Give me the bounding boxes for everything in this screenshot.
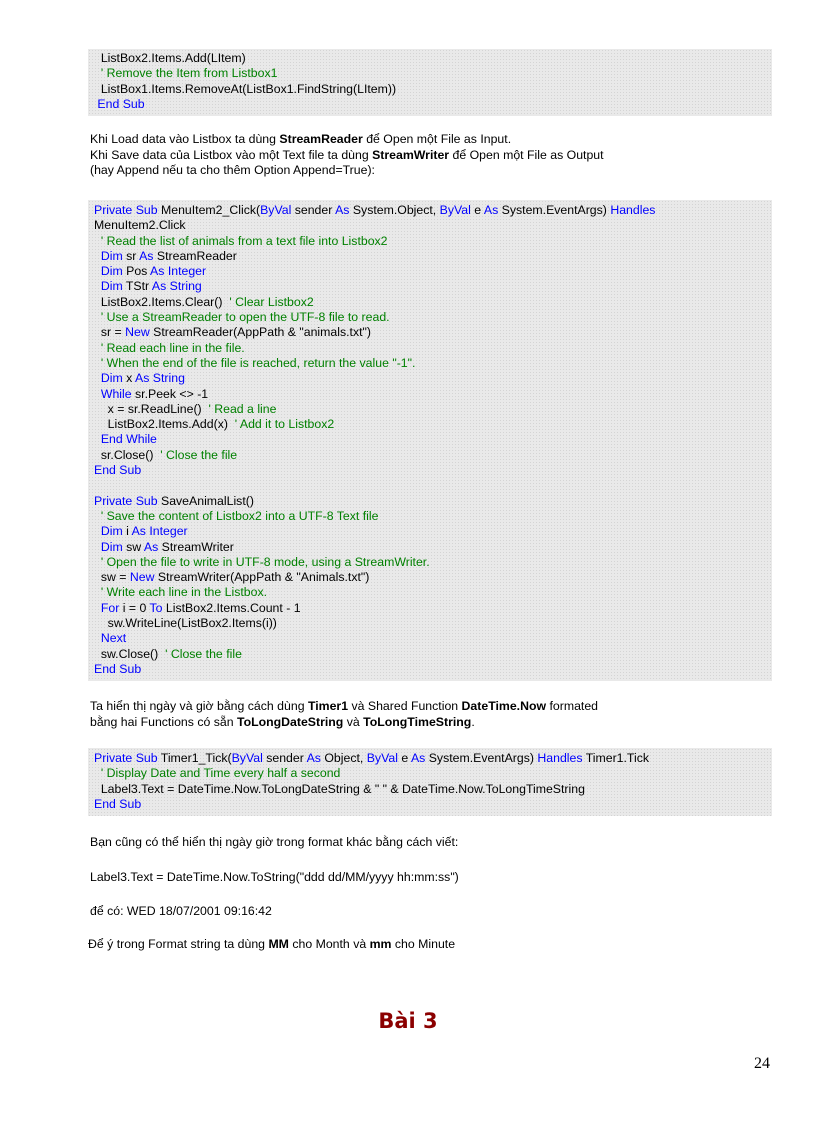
code-keyword: End While: [100, 432, 157, 447]
code-line: [94, 82, 766, 97]
code-keyword: As String: [135, 371, 185, 386]
code-keyword: Dim: [100, 248, 123, 263]
code-text: [94, 524, 101, 538]
code-keyword: New: [129, 570, 155, 585]
paragraph-streamreader: Khi Load data vào Listbox ta dùng StreamReader để Open một File as Input. Khi Save data của Listbox vào một Text file ta dùng StreamWriter để Open một File as Output (hay Append nếu ta cho thêm Option Append=True):: [90, 132, 604, 178]
paragraph-timer: Ta hiển thị ngày và giờ bằng cách dùng Timer1 và Shared Function DateTime.Now formated bằng hai Functions có sẵn ToLongDateString và ToLongTimeString.: [90, 699, 599, 729]
code-text: Pos: [122, 264, 151, 279]
code-text: System.EventArgs): [498, 203, 611, 217]
code-line: [94, 432, 766, 447]
code-text: sw.WriteLine(ListBox2.Items(i)): [94, 616, 277, 631]
code-keyword: End Sub: [97, 96, 145, 111]
code-text: ListBox2.Items.Count - 1: [162, 600, 301, 615]
code-text: sr.Peek <> -1: [131, 386, 209, 401]
code-line: [94, 782, 766, 797]
code-text: [94, 432, 101, 446]
code-keyword: To: [149, 600, 163, 615]
paragraph-format-note: Để ý trong Format string ta dùng MM cho Month và mm cho Minute: [88, 937, 456, 951]
code-text: StreamWriter: [158, 539, 234, 554]
code-keyword: As Integer: [131, 524, 188, 539]
code-text: ListBox1.Items.RemoveAt(ListBox1.FindString(LItem)): [94, 81, 397, 96]
code-comment: ' Add it to Listbox2: [234, 417, 335, 432]
code-keyword: While: [100, 386, 132, 401]
code-block-load-save: [88, 200, 772, 681]
code-text: [94, 356, 101, 370]
code-text: System.Object,: [349, 203, 440, 217]
code-comment: ' Read the list of animals from a text file into Listbox2: [100, 233, 388, 248]
page-number: 24: [754, 1055, 770, 1072]
code-line: [94, 310, 766, 325]
code-text: i: [122, 524, 132, 539]
code-keyword: Dim: [100, 524, 123, 539]
code-text: [94, 631, 101, 645]
code-keyword: Dim: [100, 264, 123, 279]
code-text: [94, 601, 101, 615]
code-text: ListBox2.Items.Add(x): [94, 417, 235, 432]
code-text: [94, 371, 101, 385]
code-line: [94, 51, 766, 66]
code-text: [94, 555, 101, 569]
code-keyword: For: [100, 600, 120, 615]
code-text: sr: [122, 248, 140, 263]
code-keyword: Handles: [610, 203, 656, 217]
code-line: [94, 295, 766, 310]
code-keyword: Handles: [537, 751, 583, 765]
code-comment: ' Read each line in the file.: [100, 340, 245, 355]
code-keyword: Dim: [100, 279, 123, 294]
code-comment: ' When the end of the file is reached, return the value "-1".: [100, 355, 416, 370]
code-line: [94, 616, 766, 631]
code-comment: ' Close the file: [165, 646, 242, 661]
code-line: [94, 631, 766, 646]
code-keyword: Next: [100, 631, 127, 646]
code-comment: ' Clear Listbox2: [229, 294, 314, 309]
code-keyword: Dim: [100, 371, 123, 386]
paragraph-format-result: để có: WED 18/07/2001 09:16:42: [90, 904, 272, 918]
code-line: [94, 647, 766, 662]
code-block-timer-tick: [88, 748, 772, 816]
code-text: Object,: [320, 751, 367, 765]
code-comment: ' Close the file: [160, 447, 238, 462]
code-line: [94, 570, 766, 585]
code-text: sender: [262, 751, 307, 765]
code-line: [94, 218, 766, 233]
code-keyword: Dim: [100, 539, 123, 554]
code-comment: ' Display Date and Time every half a second: [100, 766, 341, 781]
code-comment: ' Save the content of Listbox2 into a UTF-8 Text file: [100, 508, 379, 523]
code-text: sw.Close(): [94, 646, 166, 661]
code-text: sw =: [94, 570, 130, 585]
code-text: ListBox2.Items.Add(LItem): [94, 51, 246, 65]
code-line: [94, 203, 766, 218]
code-keyword: Private Sub: [94, 493, 158, 508]
code-comment: ' Use a StreamReader to open the UTF-8 file to read.: [100, 310, 390, 325]
code-keyword: ByVal: [260, 203, 292, 217]
code-text: Label3.Text = DateTime.Now.ToLongDateString & " " & DateTime.Now.ToLongTimeString: [94, 781, 585, 796]
code-keyword: As: [306, 751, 321, 765]
code-text: StreamReader(AppPath & "animals.txt"): [149, 325, 371, 340]
code-keyword: As: [410, 751, 426, 765]
code-keyword: End Sub: [94, 463, 142, 478]
code-text: [94, 234, 101, 248]
code-line: [94, 97, 766, 112]
code-text: MenuItem2.Click: [94, 218, 186, 233]
code-block-listbox-move: [88, 49, 772, 116]
code-line: [94, 279, 766, 294]
code-text: x: [122, 371, 136, 386]
code-text: [94, 387, 101, 401]
code-line: [94, 234, 766, 249]
code-keyword: Private Sub: [94, 203, 158, 217]
code-text: [94, 249, 101, 263]
code-text: ListBox2.Items.Clear(): [94, 294, 230, 309]
code-line: [94, 402, 766, 417]
code-line: [94, 766, 766, 781]
code-line: [94, 341, 766, 356]
code-line: [94, 387, 766, 402]
paragraph-format-code: Label3.Text = DateTime.Now.ToString("ddd dd/MM/yyyy hh:mm:ss"): [90, 870, 459, 884]
code-line: [94, 601, 766, 616]
code-line: [94, 463, 766, 478]
code-text: [94, 66, 101, 80]
code-text: sr.Close(): [94, 447, 161, 462]
code-line: [94, 371, 766, 386]
code-keyword: New: [125, 325, 150, 340]
code-keyword: As String: [151, 279, 202, 294]
code-line: [94, 264, 766, 279]
code-keyword: As: [143, 539, 159, 554]
code-comment: ' Read a line: [208, 401, 277, 416]
code-line: [94, 478, 766, 493]
code-keyword: End Sub: [94, 796, 142, 811]
code-text: TStr: [122, 279, 152, 294]
code-comment: ' Remove the Item from Listbox1: [100, 66, 278, 81]
code-line: [94, 249, 766, 264]
code-text: Timer1.Tick: [582, 751, 650, 765]
code-text: sw: [122, 539, 144, 554]
code-text: [94, 509, 101, 523]
code-text: MenuItem2_Click(: [157, 203, 261, 217]
code-text: sr =: [94, 325, 126, 340]
code-line: [94, 555, 766, 570]
code-line: [94, 509, 766, 524]
code-text: [94, 585, 101, 599]
code-text: [94, 540, 101, 554]
code-text: [94, 341, 101, 355]
code-line: [94, 797, 766, 812]
code-text: StreamReader: [153, 248, 237, 263]
code-line: [94, 417, 766, 432]
section-heading: Bài 3: [378, 1009, 438, 1033]
code-line: [94, 540, 766, 555]
code-text: [94, 766, 101, 780]
code-text: e: [397, 751, 411, 765]
code-line: [94, 356, 766, 371]
code-keyword: As Integer: [150, 264, 207, 279]
code-text: [94, 264, 101, 278]
code-line: [94, 66, 766, 81]
code-line: [94, 751, 766, 766]
code-keyword: ByVal: [439, 203, 471, 217]
code-text: [94, 279, 101, 293]
code-keyword: Private Sub: [94, 751, 158, 765]
code-keyword: End Sub: [94, 661, 142, 676]
code-comment: ' Open the file to write in UTF-8 mode, using a StreamWriter.: [100, 554, 430, 569]
code-keyword: ByVal: [366, 751, 398, 765]
code-text: i = 0: [119, 600, 150, 615]
code-text: System.EventArgs): [425, 751, 538, 765]
code-text: x = sr.ReadLine(): [94, 401, 209, 416]
code-keyword: As: [139, 248, 154, 263]
code-line: [94, 494, 766, 509]
code-text: [94, 310, 101, 324]
code-keyword: ByVal: [231, 751, 263, 765]
code-keyword: As: [335, 203, 350, 217]
code-line: [94, 585, 766, 600]
code-comment: ' Write each line in the Listbox.: [100, 585, 268, 600]
code-line: [94, 448, 766, 463]
code-line: [94, 325, 766, 340]
code-text: StreamWriter(AppPath & "Animals.txt"): [154, 570, 370, 585]
code-keyword: As: [483, 203, 499, 217]
code-text: sender: [291, 203, 336, 217]
code-text: Timer1_Tick(: [157, 751, 232, 765]
code-text: e: [470, 203, 484, 217]
code-line: [94, 524, 766, 539]
code-text: SaveAnimalList(): [157, 493, 254, 508]
paragraph-format-intro: Bạn cũng có thể hiển thị ngày giờ trong format khác bằng cách viết:: [90, 835, 459, 849]
code-line: [94, 662, 766, 677]
